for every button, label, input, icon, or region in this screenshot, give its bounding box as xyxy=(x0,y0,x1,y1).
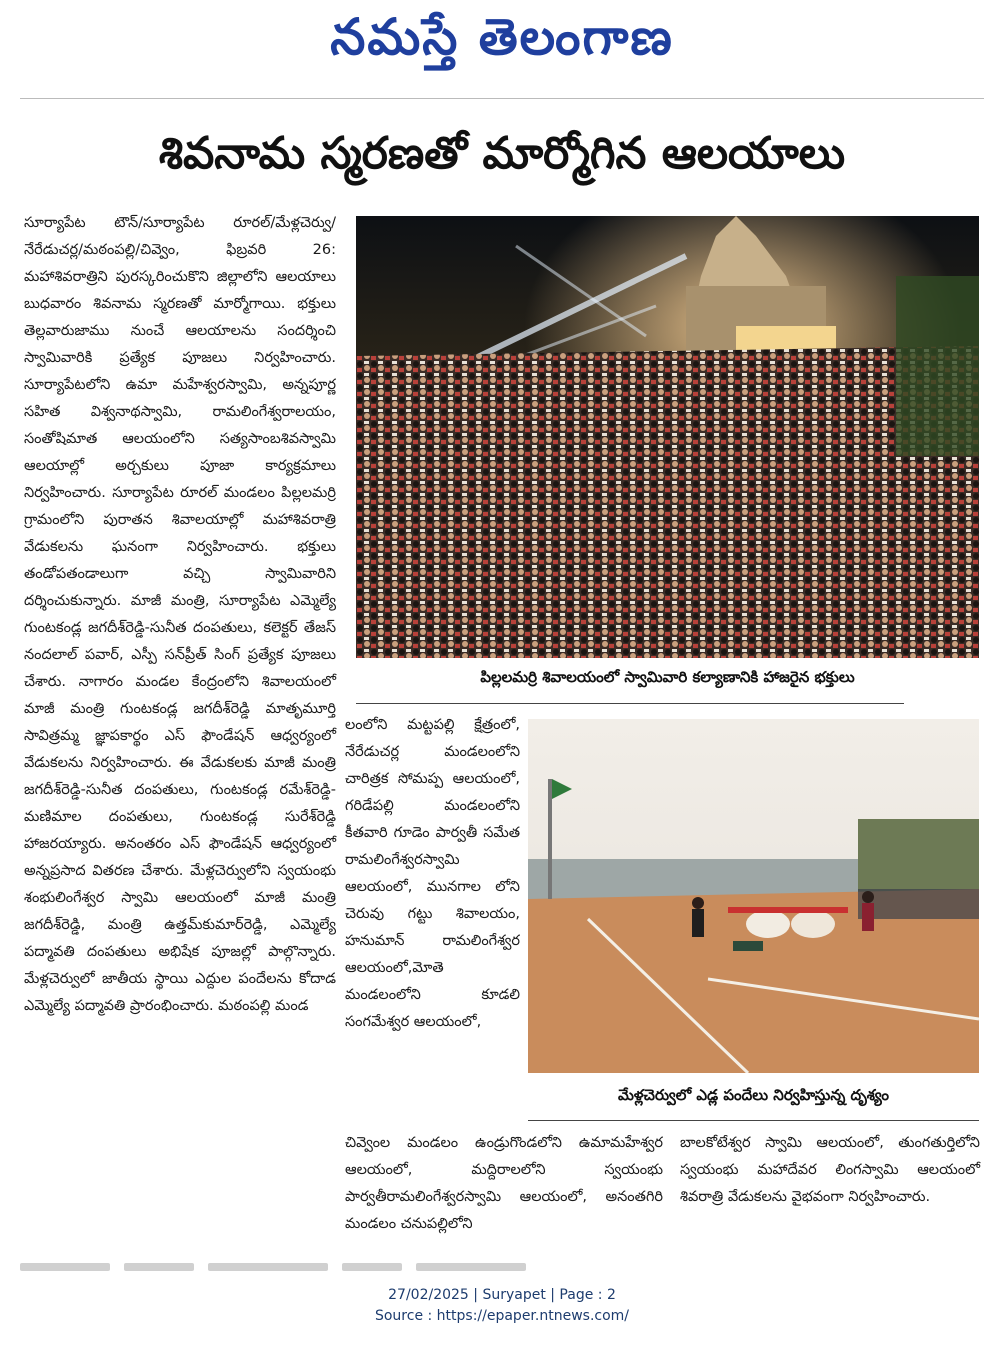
article-column-2 xyxy=(345,712,520,1132)
article-column-1-text: సూర్యాపేట టౌన్/సూర్యాపేట రూరల్/మేళ్లచెర్వు/నేరేడుచర్ల/మఠంపల్లి/చివ్వెం, ఫిబ్రవరి 26: మహాశివరాత్రిని పురస్కరించుకొని జిల్లాలోని ఆలయాలు బుధవారం శివనామ స్మరణతో మార్మోగాయి. భక్తులు తెల్లవారుజాము నుంచే ఆలయాలను సందర్శించి స్వామివారికి ప్రత్యేక పూజలు నిర్వహించారు. సూర్యాపేటలోని ఉమా మహేశ్వరస్వామి, అన్నపూర్ణ సహిత విశ్వనాథస్వామి, రామలింగేశ్వరాలయం, సంతోషిమాత ఆలయంలోని సత్యసాంబశివస్వామి ఆలయాల్లో అర్చకులు పూజా కార్యక్రమాలు నిర్వహించారు. సూర్యాపేట రూరల్ మండలం పిల్లలమర్రి గ్రామంలోని పురాతన శివాలయాల్లో మహాశివరాత్రి వేడుకలను ఘనంగా నిర్వహించారు. భక్తులు తండోపతండాలుగా వచ్చి స్వామివారిని దర్శించుకున్నారు. మాజీ మంత్రి, సూర్యాపేట ఎమ్మెల్యే గుంటకండ్ల జగదీశ్‌రెడ్డి-సునీత దంపతులు, కలెక్టర్ తేజస్ నందలాల్ పవార్, ఎస్పీ సన్‌ప్రీత్ సింగ్ ప్రత్యేక పూజలు చేశారు. నాగారం మండల కేంద్రంలోని శివాలయంలో మాజీ మంత్రి గుంటకండ్ల జగదీశ్‌రెడ్డి మాతృమూర్తి సావిత్రమ్మ జ్ఞాపకార్థం ఎస్ ఫౌండేషన్ ఆధ్వర్యంలో వేడుకలను నిర్వహించారు. ఈ వేడుకలకు మాజీ మంత్రి జగదీశ్‌రెడ్డి-సునీత దంపతులు, గుంటకండ్ల రమేశ్‌రెడ్డి- మణిమాల దంపతులు, గుంటకండ్ల సురేశ్‌రెడ్డి హాజరయ్యారు. అనంతరం ఎస్ ఫౌండేషన్ ఆధ్వర్యంలో అన్నప్రసాద వితరణ చేశారు. మేళ్లచెర్వులోని స్వయంభు శంభులింగేశ్వర స్వామి ఆలయంలో మాజీ మంత్రి జగదీశ్‌రెడ్డి, మంత్రి ఉత్తమ్‌కుమార్‌రెడ్డి, ఎమ్మెల్యే పద్మావతి దంపతులు అభిషేక పూజల్లో పాల్గొన్నారు. మేళ్లచెర్వులో జాతీయ స్థాయి ఎద్దుల పందేలను కోదాడ ఎమ్మెల్యే పద్మావతి ప్రారంభించారు. మఠంపల్లి మండ xyxy=(24,215,336,1014)
article-column-2-text: లంలోని మట్టపల్లి క్షేత్రంలో, నేరేడుచర్ల మండలంలోని చారిత్రక సోమప్ప ఆలయంలో, గరిడేపల్లి మండలంలోని కీతవారి గూడెం పార్వతీ సమేత రామలింగేశ్వరస్వామి ఆలయంలో, మునగాల లోని చెరువు గట్టు శివాలయం, హనుమాన్ రామలింగేశ్వర ఆలయంలో,మోతె మండలంలోని కూడలి సంగమేశ్వర ఆలయంలో, xyxy=(345,717,520,1030)
article-column-4 xyxy=(680,1130,980,1242)
top-divider xyxy=(20,98,984,99)
masthead-title: నమస్తే తెలంగాణ xyxy=(330,8,674,66)
cut-off-text-strip xyxy=(20,1256,660,1266)
bull-race-photo xyxy=(528,719,979,1073)
photo-caption-2: మేళ్లచెర్వులో ఎడ్ల పందేలు నిర్వహిస్తున్న దృశ్యం xyxy=(618,1086,889,1104)
caption-divider-2 xyxy=(528,1120,979,1121)
article-column-4-text: బాలకోటేశ్వర స్వామి ఆలయంలో, తుంగతుర్తిలోని స్వయంభు మహాదేవర లింగస్వామి ఆలయంలో శివరాత్రి వేడుకలను వైభవంగా నిర్వహించారు. xyxy=(680,1135,980,1205)
newspaper-masthead xyxy=(0,0,1004,80)
article-column-3-text: చివ్వెంల మండలం ఉండ్రుగొండలోని ఉమామహేశ్వర ఆలయంలో, మద్దిరాలలోని స్వయంభు పార్వతీరామలింగేశ్వరస్వామి ఆలయంలో, అనంతగిరి మండలం చనుపల్లిలోని xyxy=(345,1135,663,1232)
footer-line-1: 27/02/2025 | Suryapet | Page : 2 xyxy=(388,1287,616,1303)
headline: శివనామ స్మరణతో మార్మోగిన ఆలయాలు xyxy=(158,128,846,179)
article-column-1 xyxy=(24,210,336,1240)
footer-source-link[interactable]: Source : https://epaper.ntnews.com/ xyxy=(374,1308,630,1324)
article-column-3 xyxy=(345,1130,663,1242)
temple-crowd-photo xyxy=(356,216,979,658)
temple-crowd-image xyxy=(356,216,979,658)
bull-race-image xyxy=(528,719,979,1073)
photo-caption-1: పిల్లలమర్రి శివాలయంలో స్వామివారి కల్యాణానికి హాజరైన భక్తులు xyxy=(480,668,855,686)
caption-divider-1 xyxy=(356,703,904,704)
